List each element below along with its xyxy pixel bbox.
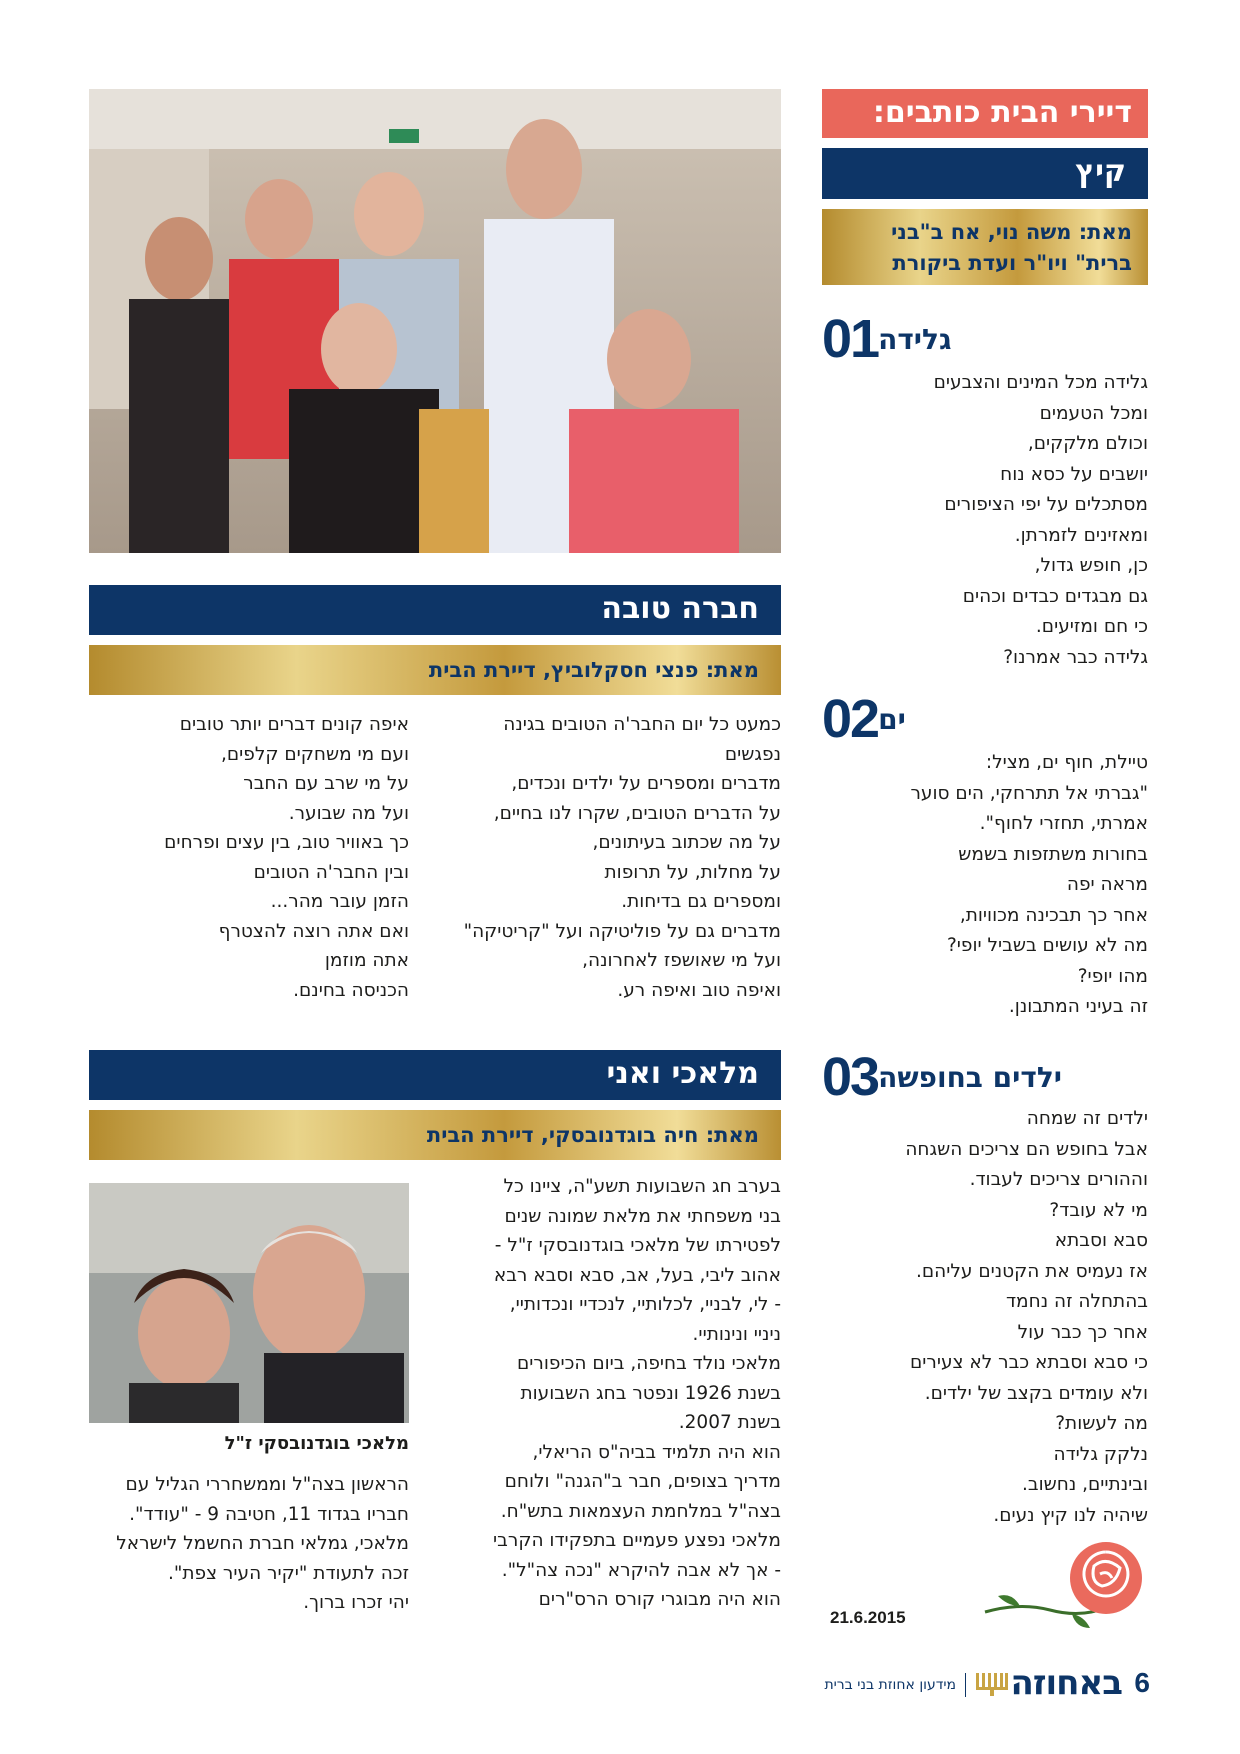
menorah-icon [974, 1671, 1010, 1701]
text-line: וכולם מלקקים, [1027, 433, 1148, 454]
text-line: מדברים ומספרים על ילדים ונכדים, [511, 773, 781, 794]
text-line: נלקק גלידה [1053, 1443, 1148, 1465]
text-line: שיהיה לנו קיץ נעים. [993, 1504, 1148, 1526]
text-line: מראה יפה [1066, 874, 1148, 895]
text-line: בצה"ל במלחמת העצמאות בתש"ח. [500, 1500, 781, 1522]
malachi-author: מאת: חיה בוגדנובסקי, דיירת הבית [89, 1110, 781, 1160]
text-line: ואם אתה רוצה להצטרף [218, 920, 409, 942]
text-line: מי לא עובד? [1049, 1199, 1148, 1221]
text-line: כמעט כל יום החבר'ה הטובים בגינה [503, 714, 781, 735]
text-line: - לי, לבניי, לכלותיי, לנכדיי ונכדותיי, [509, 1294, 781, 1315]
poem-title: ילדים בחופשה [878, 1060, 1063, 1094]
kayitz-author: מאת: משה נוי, אח ב"בני ברית" ויו"ר ועדת ביקורת [822, 209, 1148, 285]
text-line: ועל מי שאושפז לאחרונה, [582, 950, 781, 971]
poem-number: 01 [822, 309, 879, 369]
page-number: 6 [1134, 1667, 1150, 1698]
text-line: אז נעמיס את הקטנים עליהם. [915, 1260, 1148, 1282]
chevra-column-left [89, 710, 409, 1005]
footer-subtitle: מידעון אחוזת בני ברית [824, 1677, 956, 1693]
poem-title: גלידה [878, 322, 952, 356]
text-line: טיילת, חוף ים, מציל: [985, 752, 1148, 773]
chevra-title: חברה טובה [89, 585, 781, 635]
malachi-column-right [455, 1172, 781, 1615]
text-line: גם מבגדים כבדים וכהים [962, 585, 1148, 607]
poem-02-heading [822, 689, 1148, 749]
text-line: על מחלות, על תרופות [604, 861, 781, 883]
poem-02 [822, 689, 1148, 1023]
chevra-author: מאת: פנצי חסקלוביץ, דיירת הבית [89, 645, 781, 695]
text-line: וההורים צריכים לעבוד. [969, 1169, 1148, 1190]
footer [780, 1665, 1150, 1705]
text-line: הזמן עובר מהר... [270, 891, 409, 912]
text-line: אבל בחופש הם צריכים השגחה [905, 1138, 1148, 1160]
poem-03 [822, 1047, 1148, 1531]
text-line: ילדים זה שמחה [1026, 1108, 1148, 1129]
malachi-column-left [89, 1470, 409, 1618]
text-line: כן, חופש גדול, [1034, 555, 1148, 576]
text-line: הכניסה בחינם. [293, 979, 409, 1001]
text-line: מדריך בצופים, חבר ב"הגנה" ולוחם [504, 1471, 781, 1492]
text-line: יהי זכרו ברוך. [303, 1592, 409, 1613]
kayitz-title: קיץ [822, 148, 1148, 199]
rose-illustration [980, 1530, 1150, 1640]
text-line: בשנת 2007. [678, 1412, 781, 1433]
text-line: מה לעשות? [1055, 1413, 1148, 1434]
text-line: יושבים על כסא נוח [1000, 463, 1148, 485]
text-line: ניניי ונינותיי. [692, 1323, 781, 1345]
footer-divider [965, 1673, 966, 1697]
poem-body [822, 748, 1148, 1023]
text-line: מלאכי, גמלאי חברת החשמל לישראל [116, 1533, 409, 1554]
text-line: איפה קונים דברים יותר טובים [179, 714, 409, 735]
text-line: כי חם ומזיעים. [1035, 616, 1148, 637]
text-line: סבא וסבתא [1054, 1230, 1148, 1251]
text-line: ומכל הטעמים [1039, 402, 1148, 424]
photo-caption: מלאכי בוגדנובסקי ז"ל [224, 1433, 409, 1454]
text-line: ולא עומדים בקצב של ילדים. [924, 1382, 1148, 1404]
text-line: אמרתי, תחזרי לחוף". [979, 813, 1148, 834]
text-line: ועם מי משחקים קלפים, [220, 743, 409, 765]
text-line: מלאכי נולד בחיפה, ביום הכיפורים [517, 1353, 781, 1374]
text-line: על מי שרב עם החבר [243, 773, 409, 794]
section-header: דיירי הבית כותבים: [822, 89, 1148, 138]
chevra-column-right [455, 710, 781, 1005]
text-line: גלידה כבר אמרנו? [1003, 646, 1148, 668]
text-line: בהתחלה זה נחמד [1005, 1291, 1148, 1312]
text-line: בשנת 1926 ונפטר בחג השבועות [520, 1382, 781, 1404]
text-line: ובינתיים, נחשוב. [1022, 1474, 1148, 1495]
poem-number: 03 [822, 1047, 879, 1107]
text-line: מהו יופי? [1077, 965, 1148, 987]
text-line: ואיפה טוב ואיפה רע. [617, 979, 781, 1001]
poem-03-heading [822, 1047, 1148, 1107]
text-line: ועל מה שבוער. [288, 802, 409, 824]
text-line: מלאכי נפצע פעמיים בתפקידו הקרבי [493, 1530, 781, 1551]
text-line: אהוב ליבי, בעל, אב, סבא וסבא רבא [493, 1264, 781, 1286]
text-line: מה לא עושים בשביל יופי? [946, 935, 1148, 956]
text-line: על הדברים הטובים, שקרו לנו בחיים, [493, 802, 781, 824]
poem-01 [822, 309, 1148, 673]
text-line: הוא היה תלמיד בביה"ס הריאלי, [532, 1441, 781, 1463]
text-line: הראשון בצה"ל וממשחררי הגליל עם [125, 1474, 409, 1495]
text-line: זכה לתעודת "יקיר העיר צפת". [167, 1562, 409, 1584]
text-line: מסתכלים על יפי הציפורים [944, 494, 1148, 515]
malachi-title: מלאכי ואני [89, 1050, 781, 1100]
publish-date: 21.6.2015 [830, 1608, 906, 1627]
text-line: נפגשים [724, 743, 781, 765]
text-line: לפטירתו של מלאכי בוגדנובסקי ז"ל - [494, 1235, 781, 1256]
text-line: אחר כך כבר עול [1017, 1321, 1148, 1343]
poem-01-heading [822, 309, 1148, 369]
magazine-name: באחוזה [1010, 1663, 1122, 1703]
text-line: ומאזינים לזמרתן. [1014, 524, 1148, 546]
text-line: בני משפחתי את מלאת שמונה שנים [504, 1205, 781, 1227]
text-line: "גברתי אל תתרחקי, הים סוער [910, 782, 1148, 804]
text-line: על מה שכתוב בעיתונים, [592, 832, 781, 853]
text-line: גלידה מכל המינים והצבעים [933, 372, 1148, 393]
poem-body [822, 1104, 1148, 1531]
text-line: הוא היה מבוגרי קורס הרס"רים [538, 1589, 781, 1610]
poem-title: ים [878, 702, 906, 736]
text-line: - אך לא אבה להיקרא "נכה צה"ל". [501, 1559, 781, 1581]
text-line: מדברים גם על פוליטיקה ועל "קריטיקה" [463, 920, 781, 942]
text-line: כך באוויר טוב, בין עצים ופרחים [164, 832, 409, 853]
text-line: ומספרים גם בדיחות. [621, 891, 781, 912]
text-line: אתה מוזמן [324, 950, 409, 971]
text-line: כי סבא וסבתא כבר לא צעירים [909, 1352, 1148, 1373]
group-photo [89, 89, 781, 553]
text-line: בחורות משתזפות בשמש [958, 843, 1148, 865]
text-line: אחר כך תבכינה מכוויות, [959, 904, 1148, 926]
text-line: חבריו בגדוד 11, חטיבה 9 - "עודד". [129, 1503, 409, 1525]
poem-number: 02 [822, 689, 879, 749]
poem-body [822, 368, 1148, 673]
text-line: זה בעיני המתבונן. [1008, 996, 1148, 1017]
couple-photo [89, 1183, 409, 1423]
text-line: ובין החבר'ה הטובים [253, 861, 409, 883]
text-line: בערב חג השבועות תשע"ה, ציינו כל [503, 1176, 781, 1197]
